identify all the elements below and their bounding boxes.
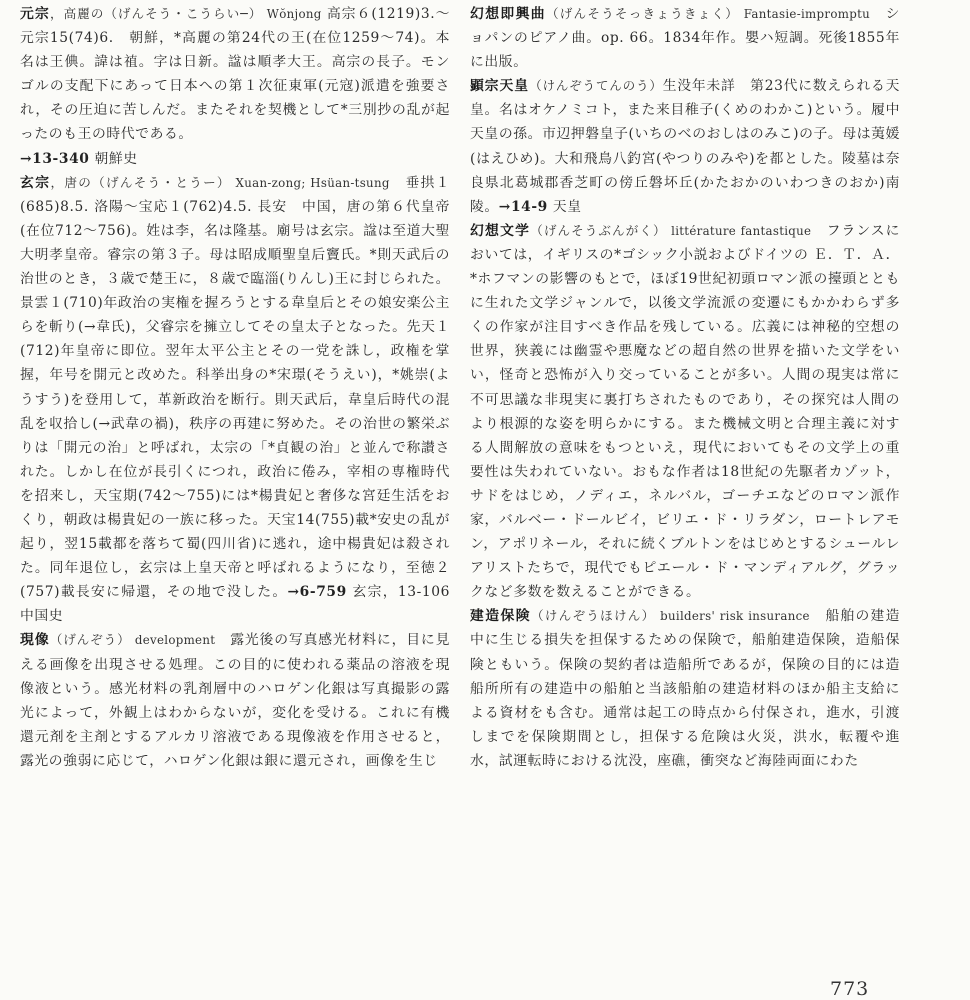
entry-body: 船舶の建造中に生じる損失を担保するための保険で，船舶建造保険，造船保険ともいう。保険の契約者は造船所であるが，保険の目的には造船所所有の建造中の船舶と当該船舶の建造材料のほか船主支給による資材をも含む。通常は起工の時点から付保され，進水，引渡しまでを保険期間とし，担保する危険は火災，洪水，転覆や進水，試運転時における沈没，座礁，衝突など海陸両面にわた <box>470 608 900 769</box>
entry-gensou-tang <box>20 171 450 629</box>
entry-gensou-bungaku <box>470 219 900 605</box>
entry-headword: 幻想即興曲 <box>470 6 546 22</box>
entry-reading: ，高麗の（げんそう・こうらい─） <box>49 6 263 21</box>
entry-cross-reference: →14-9 <box>498 198 548 215</box>
entry-headword: 建造保険 <box>470 608 531 625</box>
entry-reading: （げんぞう） <box>49 632 131 648</box>
entry-headword: 幻想文学 <box>470 222 531 239</box>
left-column <box>20 2 450 773</box>
entry-cross-reference-text: 天皇 <box>547 198 582 215</box>
entry-latin: development <box>130 633 216 648</box>
entry-kenzou-tennou <box>470 74 900 219</box>
entry-headword: 元宗 <box>20 6 50 22</box>
right-column <box>470 2 900 773</box>
entry-body: 高宗６(1219)3.～元宗15(74)6. 朝鮮，*高麗の第24代の王(在位1259～74)。本名は王倎。諱は禃。字は日新。諡は順孝大王。高宗の長子。モンゴルの支配下にあって日本への第１次征東軍(元寇)派遣を強要され，その圧迫に苦しんだ。またそれを契機として*三別抄の乱が起ったのも王の時代である。 <box>20 6 450 143</box>
entry-body: フランスにおいては，イギリスの*ゴシック小説およびドイツの Ｅ．Ｔ．Ａ．*ホフマンの影響のもとで，ほぼ19世紀初頭ロマン派の擡頭とともに生れた文学ジャンルで，以後文学流派の変遷にもかかわらず多くの作家が注目すべき作品を残している。広義には神秘的空想の世界，狭義には幽霊や悪魔などの超自然の世界を描いた文学をいい，怪奇と恐怖が入り交っていることが多い。人間の現実は常に不可思議な非現実に裏打ちされたものであり，その探究は人間のより根源的な姿を明らかにする。また機械文明と合理主義に対する人間解放の意味をもつといえ，現代においてもその文学上の重要性は失われていない。おもな作者は18世紀の先駆者カゾット，サドをはじめ，ノディエ，ネルバル，ゴーチエなどのロマン派作家，バルベー・ドールビイ，ビリエ・ド・リラダン，ロートレアモン，アポリネール，それに続くブルトンをはじめとするシュールレアリストたちで，現代でもピエール・ド・マンディアルグ，グラックなど多数を数えることができる。 <box>470 222 901 601</box>
entry-latin: Xuan-zong; Hsüan-tsung <box>230 175 390 190</box>
entry-latin: builders' risk insurance <box>655 609 810 624</box>
entry-latin: Wŏnjong <box>262 7 322 21</box>
entry-fantaisie-impromptu <box>470 2 900 74</box>
entry-gensou-goryeo <box>20 2 450 171</box>
entry-genzou <box>20 628 450 773</box>
entry-cross-reference-text: 朝鮮史 <box>89 150 138 167</box>
entry-cross-reference-text: 玄宗，13-106 中国史 <box>20 584 451 625</box>
page-number: 773 <box>830 978 870 1000</box>
entry-cross-reference: →13-340 <box>20 150 90 167</box>
entry-body: 露光後の写真感光材料に，目に見える画像を出現させる処理。この目的に使われる薬品の溶液を現像液という。感光材料の乳剤層中のハロゲン化銀は写真撮影の露光によって，外観上はわからないが，変化を受ける。これに有機還元剤を主剤とするアルカリ溶液である現像液を作用させると，露光の強弱に応じて，ハロゲン化銀は銀に還元され，画像を生じ <box>20 632 450 769</box>
entry-body: 垂拱１(685)8.5. 洛陽～宝応１(762)4.5. 長安 中国，唐の第６代皇帝(在位712～756)。姓は李，名は隆基。廟号は玄宗。諡は至道大聖大明孝皇帝。睿宗の第３子。母は昭成順聖皇后竇氏。*則天武后の治世のとき，３歳で楚王に，８歳で臨淄(りんし)王に封じられた。景雲１(710)年政治の実権を握ろうとする韋皇后とその娘安楽公主らを斬り(→韋氏)，父睿宗を擁立してその皇太子となった。先天１(712)年皇帝に即位。翌年太平公主とその一党を誅し，政権を掌握，年号を開元と改めた。科挙出身の*宋璟(そうえい)，*姚崇(ようすう)を登用して，革新政治を断行。則天武后，韋皇后時代の混乱を収拾し(→武韋の禍)，秩序の再建に努めた。その治世の繁栄ぶりは「開元の治」と呼ばれ，太宗の「*貞観の治」と並んで称讃された。しかし在位が長引くにつれ，政治に倦み，宰相の専権時代を招来し，天宝期(742～755)には*楊貴妃と奢侈な宮廷生活をおくり，朝政は楊貴妃の一族に移った。天宝14(755)載*安史の乱が起り，翌15載都を落ちて蜀(四川省)に逃れ，途中楊貴妃は殺された。同年退位し，玄宗は上皇天帝と呼ばれるようになり，至徳２(757)載長安に帰還，その地で没した。 <box>20 174 450 601</box>
entry-body: ショパンのピアノ曲。op. 66。1834年作。嬰ハ短調。死後1855年に出版。 <box>470 6 901 71</box>
entry-reading: （げんそうぶんがく） <box>530 222 667 238</box>
entry-kenzou-hoken <box>470 604 900 773</box>
entry-latin: Fantasie-impromptu <box>739 7 871 21</box>
entry-headword: 顕宗天皇 <box>470 78 530 95</box>
entry-headword: 現像 <box>20 632 50 649</box>
entry-reading: （けんぞうほけん） <box>530 608 656 624</box>
entry-reading: （げんそうそっきょうきょく） <box>545 6 740 21</box>
entry-latin: littérature fantastique <box>666 223 812 238</box>
entry-cross-reference: →6-759 <box>287 584 347 601</box>
entry-body: 生没年未詳 第23代に数えられる天皇。名はオケノミコト，また来目稚子(くめのわかこ)という。履中天皇の孫。市辺押磐皇子(いちのべのおしはのみこ)の子。母は荑媛(はえひめ)。大和飛鳥八釣宮(やつりのみや)を都とした。陵墓は奈良県北葛城郡香芝町の傍丘磐坏丘(かたおかのいわつきのおか)南陵。 <box>470 78 901 215</box>
entry-reading: （けんぞうてんのう） <box>529 78 663 94</box>
entry-headword: 玄宗 <box>20 174 51 191</box>
entry-reading: ，唐の（げんそう・とうー） <box>50 174 231 190</box>
